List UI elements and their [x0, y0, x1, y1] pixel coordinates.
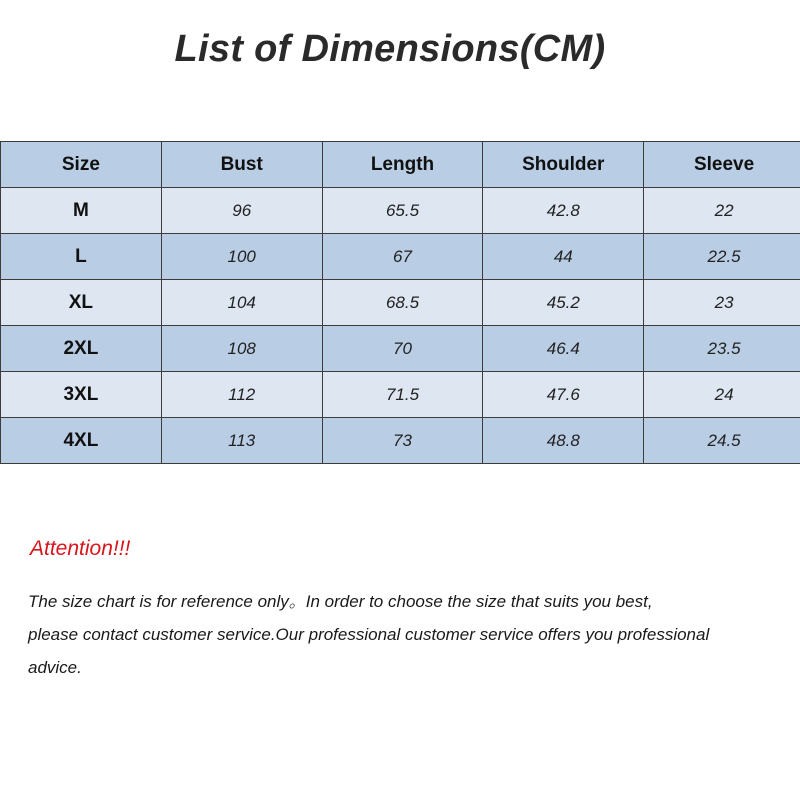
header-shoulder: Shoulder: [483, 142, 644, 188]
sleeve-cell: 22: [644, 188, 800, 234]
shoulder-cell: 47.6: [483, 372, 644, 418]
length-cell: 71.5: [322, 372, 483, 418]
size-cell: 4XL: [1, 418, 162, 464]
header-size: Size: [1, 142, 162, 188]
size-cell: M: [1, 188, 162, 234]
bust-cell: 113: [161, 418, 322, 464]
notice-line: please contact customer service.Our professional customer service offers you professional: [28, 625, 710, 644]
bust-cell: 104: [161, 280, 322, 326]
notice-line: The size chart is for reference only。In order to choose the size that suits you best,: [28, 592, 653, 611]
table-row: [1, 280, 800, 326]
header-bust: Bust: [161, 142, 322, 188]
sleeve-cell: 23: [644, 280, 800, 326]
table-row: [1, 188, 800, 234]
length-cell: 68.5: [322, 280, 483, 326]
table-row: [1, 418, 800, 464]
notice-line: advice.: [28, 658, 82, 677]
size-cell: L: [1, 234, 162, 280]
size-cell: XL: [1, 280, 162, 326]
sleeve-cell: 24.5: [644, 418, 800, 464]
bust-cell: 96: [161, 188, 322, 234]
bust-cell: 112: [161, 372, 322, 418]
length-cell: 70: [322, 326, 483, 372]
table-row: [1, 372, 800, 418]
size-cell: 3XL: [1, 372, 162, 418]
length-cell: 65.5: [322, 188, 483, 234]
sleeve-cell: 22.5: [644, 234, 800, 280]
bust-cell: 100: [161, 234, 322, 280]
table-header-row: [1, 142, 800, 188]
table-row: [1, 326, 800, 372]
shoulder-cell: 42.8: [483, 188, 644, 234]
header-sleeve: Sleeve: [644, 142, 800, 188]
size-chart-table: [0, 141, 800, 464]
page-title: List of Dimensions(CM): [174, 28, 606, 70]
length-cell: 73: [322, 418, 483, 464]
bust-cell: 108: [161, 326, 322, 372]
attention-heading: Attention!!!: [30, 537, 131, 560]
header-length: Length: [322, 142, 483, 188]
shoulder-cell: 44: [483, 234, 644, 280]
shoulder-cell: 45.2: [483, 280, 644, 326]
shoulder-cell: 46.4: [483, 326, 644, 372]
shoulder-cell: 48.8: [483, 418, 644, 464]
sleeve-cell: 24: [644, 372, 800, 418]
table-row: [1, 234, 800, 280]
size-cell: 2XL: [1, 326, 162, 372]
sleeve-cell: 23.5: [644, 326, 800, 372]
length-cell: 67: [322, 234, 483, 280]
notice-text: [28, 585, 768, 684]
